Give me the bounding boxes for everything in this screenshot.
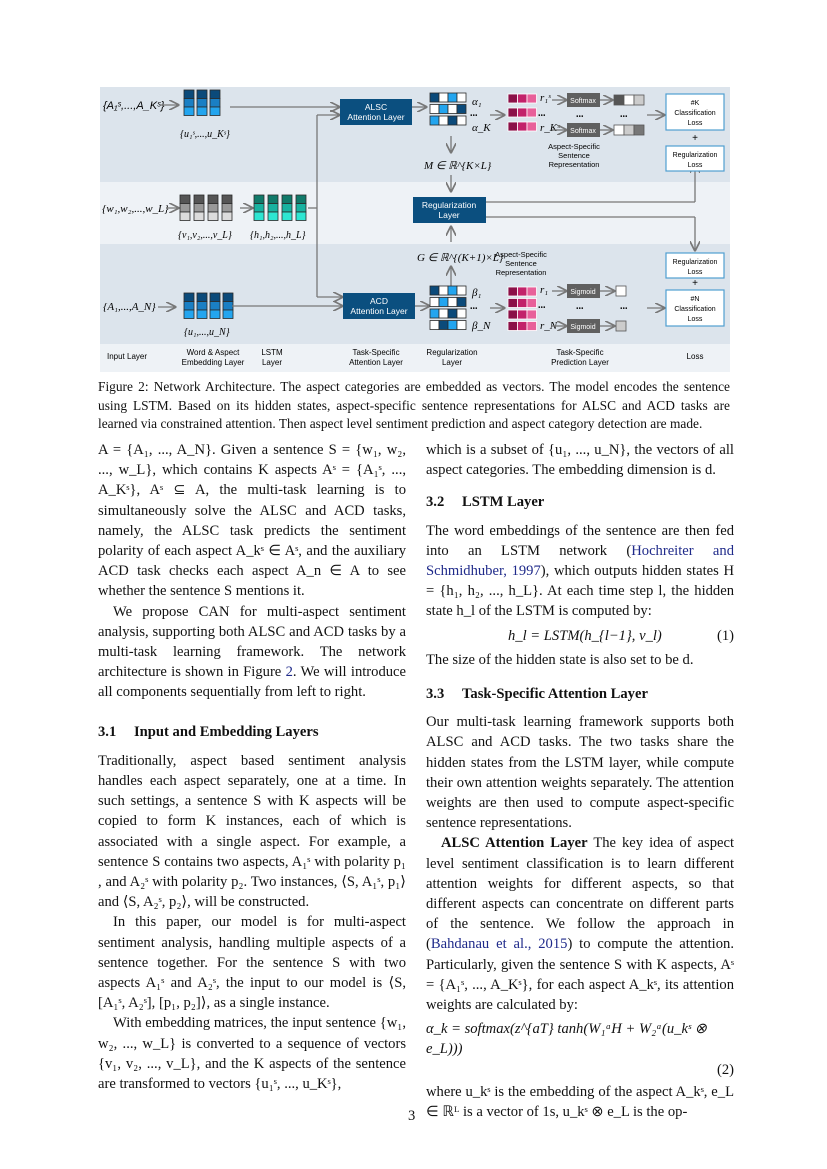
label-hidden: {h₁,h₂,...,h_L}	[250, 230, 306, 241]
layer-label: Task-Specific	[352, 348, 400, 357]
section-heading-3-1: 3.1 Input and Embedding Layers	[98, 723, 319, 740]
equation-2: α_k = softmax(z^{aT} tanh(W₁ᵃH + W₂ᵃ(u_kˢ ⊗ e_L)))	[426, 1021, 707, 1058]
svg-text:Regularization: Regularization	[672, 259, 718, 266]
layer-label: Layer	[441, 358, 463, 367]
matrix-g: G ∈ ℝ^{(K+1)×L}	[417, 252, 504, 264]
paragraph: We propose CAN for multi-aspect sentiment analysis, supporting both ALSC and ACD tasks by a multi-task learning framework. The network architecture is shown in Figure 2. We will introduce all components sequentially from left to right.	[98, 603, 407, 701]
softmax-output-k	[614, 125, 644, 135]
svg-text:Classification: Classification	[674, 110, 716, 117]
section-heading-3-2: 3.2 LSTM Layer	[426, 494, 545, 511]
representation-row	[508, 299, 537, 308]
beta-1: β₁	[472, 287, 482, 299]
svg-text:Classification: Classification	[674, 306, 716, 313]
aspect-vector	[210, 293, 220, 319]
attention-row	[430, 298, 466, 307]
figure-caption: Figure 2: Network Architecture. The aspect categories are embedded as vectors. The model encodes the sentence using LSTM. Based on its hidden states, aspect-specific sentence representations for ALSC and ACD tasks are learned via constrained attention. Then aspect level sentiment prediction and aspect category detection are made.	[98, 379, 730, 431]
alpha-1: α₁	[472, 96, 482, 108]
layer-label: Word & Aspect	[186, 348, 240, 357]
word-vector	[208, 195, 218, 221]
network-architecture-figure	[100, 87, 730, 372]
rep-ellipsis-top: ...	[538, 108, 546, 119]
paragraph: ALSC Attention Layer The key idea of aspect level sentiment classification is to learn different attention weights for different aspects, so that different aspects can concentrate on different parts of the sentence. We follow the approach in (Bahdanau et al., 2015) to compute the attention. Particularly, given the sentence S with K aspects, Aˢ = {A₁ˢ, ..., A_Kˢ}, for each aspect A_kˢ, its attention weights are calculated by:	[426, 835, 734, 1014]
layer-label: LSTM	[261, 348, 283, 357]
layer-label: Embedding Layer	[181, 358, 245, 367]
alpha-k: α_K	[472, 122, 491, 134]
layer-label: Task-Specific	[556, 348, 604, 357]
svg-text:+: +	[692, 133, 698, 144]
paragraph: which is a subset of {u₁, ..., u_N}, the vectors of all aspect categories. The embedding dimension is d.	[426, 442, 734, 479]
softmax-output-1	[614, 95, 644, 105]
attention-row	[430, 321, 466, 330]
word-vector	[222, 195, 232, 221]
svg-text:ALSC: ALSC	[364, 102, 388, 112]
paragraph: With embedding matrices, the input sentence {w₁, w₂, ..., w_L} is converted to a sequence of vectors {v₁, v₂, ..., v_L}, and the K aspects of the sentence are transformed to vectors {u₁ˢ, ..., u_Kˢ},	[98, 1015, 406, 1093]
output-ellipsis-top: ...	[620, 109, 628, 120]
svg-text:Loss: Loss	[687, 120, 703, 127]
attention-row	[430, 286, 466, 295]
alpha-ellipsis: ...	[470, 108, 478, 119]
svg-text:Sigmoid: Sigmoid	[570, 289, 596, 296]
svg-text:Aspect-Specific: Aspect-Specific	[548, 142, 600, 151]
svg-text:Softmax: Softmax	[570, 98, 596, 105]
aspect-vector	[223, 293, 233, 319]
beta-ellipsis: ...	[470, 301, 478, 312]
paragraph: A = {A₁, ..., A_N}. Given a sentence S = {w₁, w₂, ..., w_L}, which contains K aspects Aˢ = {A₁ˢ, ..., A_Kˢ}, Aˢ ⊆ A, the multi-task learning is to simultaneously solve the ALSC and ACD tasks, namely, the ALSC task predicts the sentiment polarity of each aspect A_kˢ ∈ Aˢ, and the auxiliary ACD task checks each aspect A_n ∈ A to see whether the sentence S mentions it.	[98, 442, 406, 600]
svg-text:ACD: ACD	[370, 296, 388, 306]
svg-text:Regularization: Regularization	[421, 200, 477, 210]
aspect-vector	[184, 293, 194, 319]
svg-text:Regularization: Regularization	[672, 152, 718, 159]
layer-label: Prediction Layer	[551, 358, 609, 367]
paragraph: where u_kˢ is the embedding of the aspect A_kˢ, e_L ∈ ℝᴸ is a vector of 1s, u_kˢ ⊗ e_L is the op-	[426, 1083, 734, 1121]
representation-row	[508, 322, 537, 331]
figure-link[interactable]: 2	[285, 664, 293, 681]
alsc-attention-weights	[430, 93, 466, 125]
representation-row	[508, 310, 537, 319]
input-aspects-all: {A₁,...,A_N}	[103, 301, 156, 313]
word-vector	[180, 195, 190, 221]
svg-text:Loss: Loss	[687, 162, 703, 169]
svg-text:#N: #N	[690, 296, 700, 303]
r1s: r₁ˢ	[540, 92, 551, 104]
equation-2-number: (2)	[716, 1061, 734, 1078]
svg-text:Sentence: Sentence	[558, 151, 590, 160]
svg-text:Representation: Representation	[548, 160, 600, 169]
citation-link[interactable]: Hochreiter and Schmidhuber, 1997	[426, 542, 734, 580]
matrix-m: M ∈ ℝ^{K×L}	[424, 160, 492, 172]
rN: r_N	[540, 320, 558, 332]
svg-text:Sigmoid: Sigmoid	[570, 324, 596, 331]
attention-row	[430, 93, 466, 102]
svg-text:Sentence: Sentence	[505, 259, 537, 268]
equation-1: h_l = LSTM(h_{l−1}, v_l) (1)	[508, 627, 734, 644]
paragraph: Traditionally, aspect based sentiment analysis handles each aspect separately, one at a time. In such settings, a sentence S with K aspects will be copied to form K instances, each of which is associated with a single aspect. For example, a sentence S contains two aspects, A₁ˢ with polarity p₁ , and A₂ˢ with polarity p₂. Two instances, ⟨S, A₁ˢ, p₁⟩ and ⟨S, A₂ˢ, p₂⟩, will be constructed.	[98, 752, 406, 911]
left-column	[98, 440, 406, 1094]
hidden-vector	[296, 195, 306, 221]
label-aspect-emb-all: {u₁,...,u_N}	[184, 327, 230, 338]
label-aspect-emb-alsc: {u₁ˢ,...,u_Kˢ}	[180, 129, 230, 140]
aspect-vector	[184, 90, 194, 116]
citation-link[interactable]: Bahdanau et al., 2015	[430, 936, 568, 953]
paragraph: The size of the hidden state is also set to be d.	[426, 651, 694, 668]
layer-label: Attention Layer	[349, 358, 403, 367]
aspect-vector	[197, 90, 207, 116]
sigmoid-ellipsis: ...	[576, 301, 584, 312]
svg-text:Representation: Representation	[495, 268, 547, 277]
aspect-embedding-alsc	[184, 90, 220, 116]
layer-label: Loss	[686, 352, 704, 361]
paragraph: Our multi-task learning framework supports both ALSC and ACD tasks. The two tasks share the hidden states from the LSTM layer, while compute their own attention weights separately. The attention weights are then used to compute aspect-specific sentence representations.	[426, 714, 734, 832]
representation-row	[508, 122, 537, 131]
attention-row	[430, 116, 466, 125]
attention-row	[430, 309, 466, 318]
label-word-emb: {v₁,v₂,...,v_L}	[178, 230, 232, 241]
attention-row	[430, 105, 466, 114]
svg-text:Attention Layer: Attention Layer	[347, 112, 405, 122]
aspect-vector	[210, 90, 220, 116]
hidden-vector	[254, 195, 264, 221]
r1: r₁	[540, 284, 549, 296]
paragraph: In this paper, our model is for multi-aspect sentiment analysis, handling multiple aspects of a sentence together. For the sentence S with two aspects A₁ˢ and A₂ˢ, the input to our model is ⟨S, [A₁ˢ, A₂ˢ], [p₁, p₂]⟩, as a single instance.	[98, 914, 406, 1012]
input-sentence: {w₁,w₂,...,w_L}	[102, 203, 169, 215]
word-vector	[194, 195, 204, 221]
representation-row	[508, 287, 537, 296]
right-column	[426, 440, 734, 1122]
svg-text:Loss: Loss	[687, 269, 703, 276]
layer-label: Layer	[261, 358, 283, 367]
input-aspects-alsc: {A₁ˢ,...,A_Kˢ}	[103, 100, 165, 112]
sigmoid-output-1	[616, 286, 626, 296]
aspect-vector	[197, 293, 207, 319]
hidden-vector	[268, 195, 278, 221]
page-number: 3	[408, 1108, 416, 1124]
rKs: r_Kˢ	[540, 122, 560, 134]
sigmoid-output-n	[616, 321, 626, 331]
svg-text:Softmax: Softmax	[570, 128, 596, 135]
svg-text:+: +	[692, 278, 698, 289]
rep-ellipsis-bottom: ...	[538, 300, 546, 311]
layer-label: Input Layer	[106, 352, 148, 361]
output-ellipsis-bottom: ...	[620, 301, 628, 312]
hidden-vector	[282, 195, 292, 221]
svg-text:Aspect-Specific: Aspect-Specific	[495, 250, 547, 259]
svg-text:Loss: Loss	[687, 316, 703, 323]
svg-text:#K: #K	[690, 100, 700, 107]
section-heading-3-3: 3.3 Task-Specific Attention Layer	[426, 686, 648, 703]
softmax-ellipsis: ...	[576, 109, 584, 120]
representation-row	[508, 94, 537, 103]
representation-row	[508, 108, 537, 117]
svg-text:Attention Layer: Attention Layer	[350, 306, 408, 316]
paragraph: The word embeddings of the sentence are then fed into an LSTM network (Hochreiter and Schmidhuber, 1997), which outputs hidden states H = {h₁, h₂, ..., h_L}. At each time step l, the hidden state h_l of the LSTM is computed by:	[426, 522, 734, 620]
svg-text:Layer: Layer	[438, 210, 460, 220]
beta-n: β_N	[472, 320, 491, 332]
layer-label: Regularization	[426, 348, 478, 357]
